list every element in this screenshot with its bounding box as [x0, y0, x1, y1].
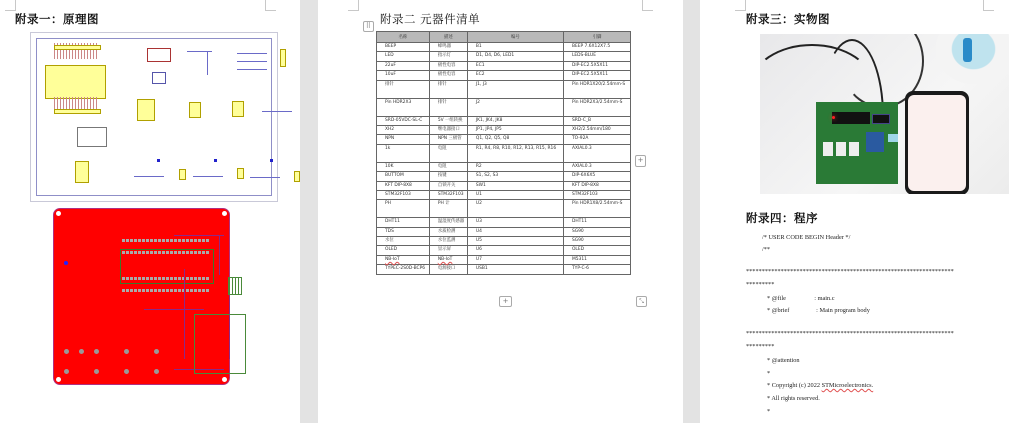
page-corner-mark — [735, 0, 746, 11]
hardware-photo[interactable] — [760, 34, 1009, 194]
photo-water-cup — [936, 34, 1009, 84]
cell[interactable]: 1k — [377, 144, 430, 162]
schematic-component — [147, 48, 171, 62]
pcb-led-pad — [64, 261, 68, 265]
cell[interactable]: TDS — [377, 227, 430, 236]
add-column-button[interactable]: + — [635, 155, 646, 167]
photo-dht11 — [888, 134, 898, 142]
cell[interactable]: 极性电容 — [429, 71, 467, 80]
table-row — [377, 125, 631, 134]
cell[interactable]: KFT DIP-8X8 — [563, 181, 630, 190]
column-header: 编号 — [467, 32, 563, 43]
code-line: ****************************************************************** — [746, 268, 954, 275]
pcb-pad — [64, 369, 69, 374]
page-corner-mark — [983, 0, 994, 11]
cell[interactable]: SG90 — [563, 237, 630, 246]
schematic-connector — [294, 171, 300, 182]
schematic-diagram[interactable] — [30, 32, 278, 202]
table-row — [377, 80, 631, 98]
cell[interactable]: J1, J3 — [467, 80, 563, 98]
cell[interactable]: LED — [377, 52, 430, 61]
cell[interactable]: LEDS-BLUE — [563, 52, 630, 61]
photo-oled — [872, 114, 890, 124]
cell[interactable]: Q1, Q2, Q5, Q8 — [467, 135, 563, 144]
table-row — [377, 200, 631, 218]
schematic-sensor-block — [137, 99, 155, 121]
schematic-wire — [262, 111, 292, 112]
pcb-module-footprint — [194, 314, 246, 374]
schematic-connector — [54, 45, 101, 50]
pcb-pad — [154, 369, 159, 374]
cell[interactable]: J2 — [467, 98, 563, 116]
cell[interactable]: 自锁开关 — [429, 181, 467, 190]
cell[interactable]: D1, D4, D6, LED1 — [467, 52, 563, 61]
cell[interactable]: BUTTOM — [377, 172, 430, 181]
cell[interactable]: DIP-EC2.5X5X11 — [563, 61, 630, 70]
code-line: ********* — [746, 281, 775, 288]
page-corner-mark — [642, 0, 653, 11]
code-line: /* USER CODE BEGIN Header */ — [762, 234, 851, 241]
cell[interactable]: NB-IoT — [377, 255, 430, 264]
pcb-pad — [124, 349, 129, 354]
pcb-pad-row — [122, 251, 210, 254]
pcb-pad — [64, 349, 69, 354]
cell[interactable]: S1, S2, S3 — [467, 172, 563, 181]
cell[interactable]: U1 — [467, 190, 563, 199]
document-page-3 — [700, 0, 1024, 423]
table-row — [377, 116, 631, 125]
cell[interactable]: R1, R4, R8, R10, R12, R13, R15, R16 — [467, 144, 563, 162]
photo-nbiot-module — [866, 132, 884, 152]
cell[interactable]: 显示屏 — [429, 246, 467, 255]
cell[interactable]: 排针 — [429, 80, 467, 98]
schematic-connector — [54, 109, 101, 114]
document-page-2 — [318, 0, 683, 423]
code-line: * All rights reserved. — [767, 395, 820, 402]
cell[interactable]: U2 — [467, 200, 563, 218]
schematic-connector — [280, 49, 286, 67]
code-line: ****************************************************************** — [746, 330, 954, 337]
code-line: ********* — [746, 343, 775, 350]
schematic-led — [157, 159, 160, 162]
table-row — [377, 144, 631, 162]
document-page-1 — [0, 0, 300, 423]
photo-led-red — [832, 116, 835, 119]
pcb-pad-row — [122, 289, 210, 292]
cell[interactable]: XH2/2.54mm/180 — [563, 125, 630, 134]
code-text-misspelled: STMicroelectronics. — [821, 382, 874, 389]
cell[interactable]: 指示灯 — [429, 52, 467, 61]
cell[interactable]: 排针 — [429, 98, 467, 116]
table-row — [377, 265, 631, 274]
schematic-wire — [193, 176, 223, 177]
cell[interactable]: 极性电容 — [429, 61, 467, 70]
cell[interactable]: 22uF — [377, 61, 430, 70]
photo-sensor-probe — [963, 38, 972, 62]
cell[interactable]: 电阻 — [429, 162, 467, 171]
code-line: * @file : main.c — [767, 295, 835, 302]
cell[interactable]: TO-92A — [563, 135, 630, 144]
schematic-component — [77, 127, 107, 147]
cell[interactable]: Pin HDR1X8/2.54mm-S — [563, 200, 630, 218]
cell[interactable]: DIP-6X6X5 — [563, 172, 630, 181]
pcb-trace — [174, 235, 224, 236]
table-header-row — [377, 32, 631, 43]
pcb-trace — [144, 309, 204, 310]
pcb-trace — [219, 235, 220, 275]
cell[interactable]: PH 计 — [429, 200, 467, 218]
appendix-1-heading: 附录一：原理图 — [15, 12, 99, 26]
cell[interactable]: XH2 — [377, 125, 430, 134]
cell[interactable]: Pin HDR2X3 — [377, 98, 430, 116]
table-row — [377, 52, 631, 61]
table-row — [377, 61, 631, 70]
cell[interactable]: KFT DIP-8X8 — [377, 181, 430, 190]
cell[interactable]: 水位 — [377, 237, 430, 246]
table-row — [377, 237, 631, 246]
code-line: * @attention — [767, 357, 800, 364]
cell[interactable]: B1 — [467, 43, 563, 52]
pcb-pad — [124, 369, 129, 374]
add-row-button[interactable]: + — [499, 296, 512, 307]
pcb-silkscreen-grid — [228, 277, 242, 295]
cell[interactable]: STM32F103 — [429, 190, 467, 199]
schematic-sensor-block — [232, 101, 244, 117]
cell[interactable]: NPN 三极管 — [429, 135, 467, 144]
schematic-wire — [134, 176, 164, 177]
cell[interactable]: SW1 — [467, 181, 563, 190]
table-row — [377, 181, 631, 190]
table-row — [377, 135, 631, 144]
schematic-connector — [179, 169, 186, 180]
cell[interactable]: Pin HDR2X3/2.54mm-S — [563, 98, 630, 116]
appendix-4-heading: 附录四：程序 — [746, 211, 818, 225]
column-header: 描述 — [429, 32, 467, 43]
photo-relay — [836, 142, 846, 156]
table-row — [377, 227, 631, 236]
photo-smartphone — [905, 91, 969, 194]
cell[interactable]: NPN — [377, 135, 430, 144]
pcb-layout[interactable] — [53, 208, 230, 385]
cell[interactable]: STM32F103 — [563, 190, 630, 199]
schematic-led — [214, 159, 217, 162]
bom-table — [376, 31, 631, 275]
cell[interactable]: R2 — [467, 162, 563, 171]
cell[interactable]: USB1 — [467, 265, 563, 274]
table-move-handle[interactable]: ⠿ — [363, 21, 374, 32]
photo-relay — [823, 142, 833, 156]
column-header: 名称 — [377, 32, 430, 43]
code-line: * — [767, 370, 771, 377]
cell[interactable]: 10uF — [377, 71, 430, 80]
pcb-pad-row — [122, 277, 210, 280]
table-row — [377, 255, 631, 264]
table-row — [377, 43, 631, 52]
schematic-wire — [237, 69, 267, 70]
pcb-pad — [154, 349, 159, 354]
cell[interactable]: BEEP 7.6X12X7.5 — [563, 43, 630, 52]
cell[interactable]: 电源接口 — [429, 265, 467, 274]
schematic-wire — [250, 177, 280, 178]
pcb-pad-row — [122, 239, 210, 242]
table-row — [377, 162, 631, 171]
table-row — [377, 218, 631, 227]
code-text: * Copyright (c) 2022 — [767, 382, 822, 389]
cell[interactable]: SRD-05VDC-SL-C — [377, 116, 430, 125]
cell[interactable]: OLED — [377, 246, 430, 255]
pcb-pad — [94, 369, 99, 374]
cell[interactable]: JP1, JP4, JP5 — [467, 125, 563, 134]
pcb-pad — [79, 349, 84, 354]
code-line: /** — [762, 246, 771, 253]
schematic-frame — [36, 38, 272, 196]
cell[interactable]: PH — [377, 200, 430, 218]
pcb-mount-hole — [56, 377, 61, 382]
schematic-wire — [187, 51, 212, 52]
schematic-component — [152, 72, 166, 84]
schematic-connector — [75, 161, 89, 183]
table-row — [377, 246, 631, 255]
cell[interactable]: 5V 一组转换 — [429, 116, 467, 125]
cell[interactable]: 水质检测 — [429, 227, 467, 236]
table-row — [377, 98, 631, 116]
schematic-wire — [237, 53, 267, 54]
cell[interactable]: SRD-C_B — [563, 116, 630, 125]
cell[interactable]: U7 — [467, 255, 563, 264]
cell[interactable]: M5311 — [563, 255, 630, 264]
schematic-mcu-block — [45, 65, 106, 99]
cell[interactable]: 按键 — [429, 172, 467, 181]
photo-circuit-board — [816, 102, 898, 184]
schematic-led — [270, 159, 273, 162]
cell[interactable]: EC1 — [467, 61, 563, 70]
page-corner-mark — [348, 0, 359, 11]
cell[interactable]: EC2 — [467, 71, 563, 80]
schematic-wire — [237, 61, 267, 62]
photo-phone-screen — [908, 95, 966, 191]
cell[interactable]: 蜂鸣器 — [429, 43, 467, 52]
cell[interactable]: TYPEC-2S0D-BCP6 — [377, 265, 430, 274]
cell[interactable]: SG90 — [563, 227, 630, 236]
pcb-mount-hole — [222, 211, 227, 216]
cell[interactable]: DHT11 — [563, 218, 630, 227]
code-line: * @brief : Main program body — [767, 307, 870, 314]
cell[interactable]: 继电器接口 — [429, 125, 467, 134]
table-row — [377, 71, 631, 80]
cell[interactable]: AXIAL0.3 — [563, 144, 630, 162]
cell[interactable]: TYP-C-6 — [563, 265, 630, 274]
page-corner-mark — [265, 0, 276, 11]
cell[interactable]: U4 — [467, 227, 563, 236]
column-header: 引脚 — [563, 32, 630, 43]
cell[interactable]: U6 — [467, 246, 563, 255]
pcb-pad — [94, 349, 99, 354]
cell[interactable]: AXIAL0.3 — [563, 162, 630, 171]
cell[interactable]: 10K — [377, 162, 430, 171]
appendix-3-heading: 附录三：实物图 — [746, 12, 830, 26]
cell[interactable]: 电阻 — [429, 144, 467, 162]
cell[interactable]: JK1, JK4, JK8 — [467, 116, 563, 125]
schematic-sensor-block — [189, 102, 201, 118]
pcb-mount-hole — [56, 211, 61, 216]
schematic-connector — [237, 168, 244, 179]
cell[interactable]: 水位监测 — [429, 237, 467, 246]
cell[interactable]: BEEP — [377, 43, 430, 52]
cell[interactable]: Pin HDR1X20/2.54mm-S — [563, 80, 630, 98]
cell[interactable]: OLED — [563, 246, 630, 255]
page-corner-mark — [5, 0, 16, 11]
schematic-wire — [207, 51, 208, 75]
cell[interactable]: U3 — [467, 218, 563, 227]
cell[interactable]: DIP-EC2.5X5X11 — [563, 71, 630, 80]
cell[interactable]: DHT11 — [377, 218, 430, 227]
appendix-2-heading: 附录二 元器件清单 — [380, 12, 481, 26]
cell[interactable]: STM32F103 — [377, 190, 430, 199]
table-row — [377, 190, 631, 199]
table-resize-handle[interactable]: ⤡ — [636, 296, 647, 307]
cell[interactable]: U5 — [467, 237, 563, 246]
cell[interactable]: NB-IoT — [429, 255, 467, 264]
code-line — [767, 382, 873, 389]
pcb-mount-hole — [222, 377, 227, 382]
cell[interactable]: 排针 — [377, 80, 430, 98]
photo-mcu-board — [832, 112, 870, 124]
code-line: * — [767, 408, 771, 415]
cell[interactable]: 温湿度传感器 — [429, 218, 467, 227]
table-row — [377, 172, 631, 181]
photo-relay — [849, 142, 859, 156]
pcb-trace — [184, 269, 185, 359]
